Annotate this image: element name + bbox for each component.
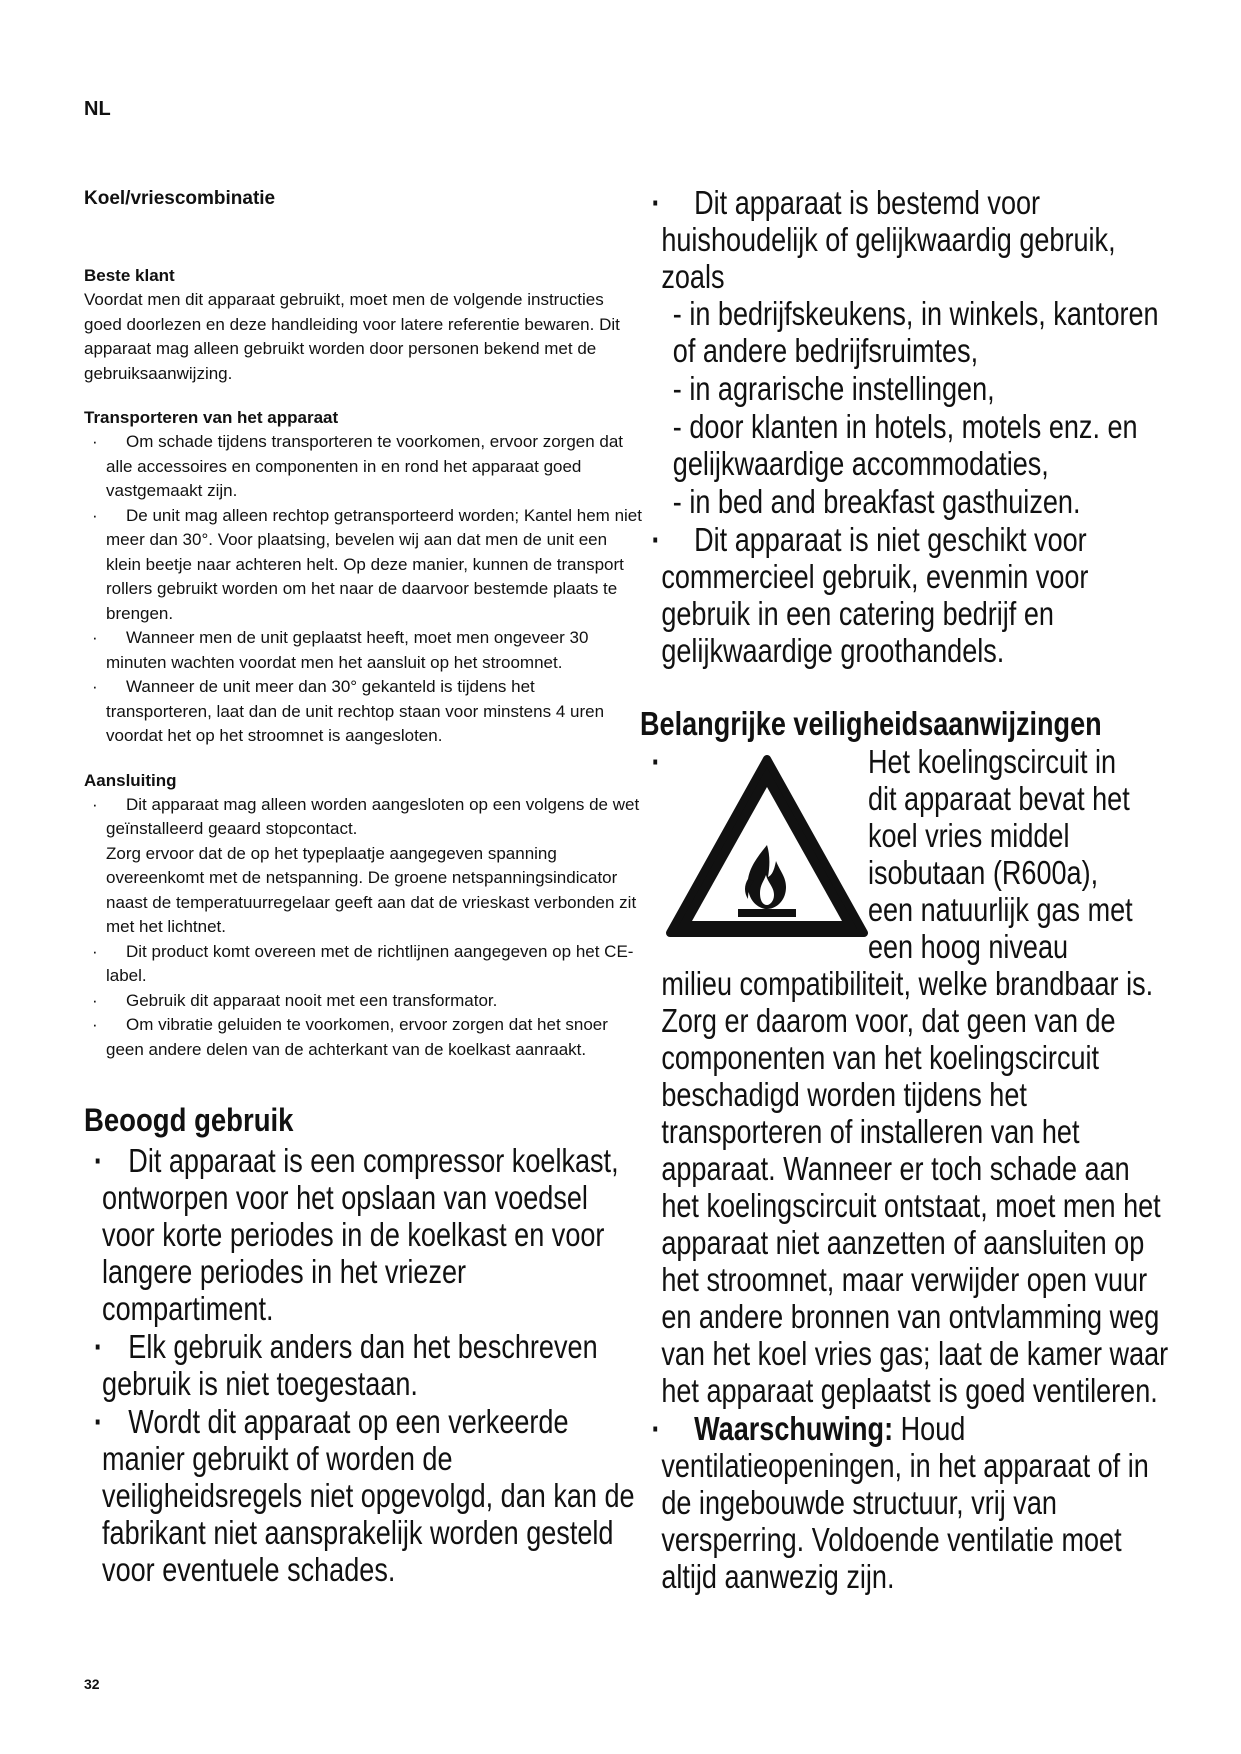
list-item-text: Om vibratie geluiden te voorkomen, ervoor zorgen dat het snoer geen andere delen van de achterkant van de koelkast aanraakt. xyxy=(106,1015,608,1059)
sub-list-item: - door klanten in hotels, motels enz. en gelijkwaardige accommodaties, xyxy=(672,408,1138,482)
bullet-list xyxy=(84,793,644,842)
bullet-icon: · xyxy=(92,794,98,814)
paragraph: milieu compatibiliteit, welke brandbaar is. Zorg er daarom voor, dat geen van de componenten van het koelingscircuit beschadigd worden tijdens het transporteren of installeren van het apparaat. Wanneer er toch schade aan het koelingscircuit ontstaat, moet men het apparaat niet aanzetten of aansluiten op het stroomnet, maar verwijder open vuur en andere bronnen van ontvlamming weg van het koel vries gas; laat de kamer waar het apparaat geplaatst is goed ventileren. xyxy=(661,965,1169,1409)
sub-list xyxy=(661,295,1170,520)
section-aansluiting xyxy=(84,769,644,1063)
paragraph: Voordat men dit apparaat gebruikt, moet men de volgende instructies goed doorlezen en deze handleiding voor latere referentie bewaren. Dit apparaat mag alleen gebruikt worden door personen bekend met de gebruiksaanwijzing. xyxy=(84,290,620,383)
text-line: dit apparaat bevat het xyxy=(867,780,1130,817)
warning-label: Waarschuwing: xyxy=(694,1410,894,1447)
list-item xyxy=(84,1328,644,1402)
list-item xyxy=(84,793,644,842)
list-item xyxy=(84,504,644,627)
section-heading-veiligheid: Belangrijke veiligheidsaanwijzingen xyxy=(640,705,1102,742)
list-item xyxy=(84,1013,644,1062)
list-item-text: Wordt dit apparaat op een verkeerde manier gebruikt of worden de veiligheidsregels niet opgevolgd, dan kan de fabrikant niet aansprakelijk worden gesteld voor eventuele schades. xyxy=(102,1403,635,1588)
bullet-icon: · xyxy=(93,1403,103,1440)
bullet-list xyxy=(84,940,644,1063)
paragraph: Zorg ervoor dat de op het typeplaatje aangegeven spanning overeenkomt met de netspanning. De groene netspanningsindicator naast de temperatuurregelaar geeft aan dat de vrieskast verbonden zit met het lichtnet. xyxy=(106,843,637,936)
bullet-list xyxy=(640,184,1170,669)
list-item-text: Dit apparaat is een compressor koelkast, ontworpen voor het opslaan van voedsel voor korte periodes in de koelkast en voor langere periodes in het vriezer compartiment. xyxy=(102,1142,619,1327)
section-heading: Beste klant xyxy=(84,266,175,285)
list-item-text: Elk gebruik anders dan het beschreven gebruik is niet toegestaan. xyxy=(102,1328,598,1402)
bullet-icon: · xyxy=(651,1410,661,1447)
language-code: NL xyxy=(84,98,111,120)
list-item xyxy=(84,675,644,749)
bullet-icon: · xyxy=(93,1328,103,1365)
text-line: isobutaan (R600a), xyxy=(867,854,1099,891)
list-item xyxy=(640,184,1170,520)
list-item xyxy=(84,1142,644,1327)
list-item-text: Dit apparaat is bestemd voor huishoudelijk of gelijkwaardig gebruik, zoals xyxy=(661,184,1116,295)
section-transport xyxy=(84,406,644,749)
section-heading-beoogd-gebruik: Beoogd gebruik xyxy=(84,1102,294,1138)
section-heading: Aansluiting xyxy=(84,770,177,790)
text-line: een hoog niveau xyxy=(867,928,1069,965)
list-item xyxy=(640,743,1170,1409)
list-item-text: De unit mag alleen rechtop getransporteerd worden; Kantel hem niet meer dan 30°. Voor plaatsing, bevelen wij aan dat men de unit een klein beetje naar achteren helt. Op deze manier, kunnen de transport rollers gebruikt worden om het naar de daarvoor bestemde plaats te brengen. xyxy=(106,505,642,623)
bullet-icon: · xyxy=(92,1015,98,1034)
bullet-list xyxy=(84,1142,644,1588)
list-item xyxy=(84,989,644,1014)
list-item xyxy=(84,430,644,504)
bullet-icon: · xyxy=(93,1142,103,1179)
section-beoogd-gebruik xyxy=(84,1142,644,1588)
list-item xyxy=(84,1403,644,1588)
list-item-text: Dit apparaat mag alleen worden aangesloten op een volgens de wet geïnstalleerd geaard stopcontact. xyxy=(106,794,640,838)
list-item xyxy=(84,940,644,989)
bullet-icon: · xyxy=(92,941,98,961)
condensed-text-block xyxy=(640,743,1170,1595)
bullet-icon: · xyxy=(92,990,98,1010)
list-item-text xyxy=(661,1410,1148,1595)
bullet-icon: · xyxy=(92,505,98,525)
sub-list-item: - in bed and breakfast gasthuizen. xyxy=(672,483,1081,520)
condensed-text-block xyxy=(640,184,1170,669)
section-bestemd-gebruik xyxy=(640,184,1170,669)
bullet-icon: · xyxy=(651,743,661,780)
sub-list-item: - in bedrijfskeukens, in winkels, kantoren of andere bedrijfsruimtes, xyxy=(672,295,1159,369)
left-column xyxy=(84,188,644,1589)
list-item xyxy=(640,521,1170,669)
list-item-text: Wanneer de unit meer dan 30° gekanteld is tijdens het transporteren, laat dan de unit rechtop staan voor minstens 4 uren voordat het op het stroomnet is aangesloten. xyxy=(106,677,605,745)
bullet-icon: · xyxy=(92,628,98,647)
text-line: koel vries middel xyxy=(867,817,1070,854)
right-column xyxy=(640,184,1170,1596)
section-beste-klant xyxy=(84,264,644,386)
warning-text: Houd ventilatieopeningen, in het apparaat of in de ingebouwde structuur, vrij van versperring. Voldoende ventilatie moet altijd aanwezig zijn. xyxy=(661,1410,1149,1595)
list-item-text: Dit apparaat is niet geschikt voor commercieel gebruik, evenmin voor gebruik in een catering bedrijf en gelijkwaardige groothandels. xyxy=(661,521,1089,669)
list-item xyxy=(640,1410,1170,1595)
section-veiligheid xyxy=(640,743,1170,1595)
bullet-icon: · xyxy=(651,521,661,558)
section-heading: Transporteren van het apparaat xyxy=(84,408,339,427)
list-item-text: Dit product komt overeen met de richtlijnen aangegeven op het CE-label. xyxy=(106,941,634,985)
bullet-icon: · xyxy=(92,677,98,696)
condensed-text-block xyxy=(84,1142,644,1588)
text-line: Het koelingscircuit in xyxy=(867,743,1117,780)
list-item-text: Wanneer men de unit geplaatst heeft, moet men ongeveer 30 minuten wachten voordat men het aansluit op het stroomnet. xyxy=(106,628,589,672)
document-title: Koel/vriescombinatie xyxy=(84,188,276,209)
page-number: 32 xyxy=(84,1676,100,1692)
warning-intro xyxy=(661,743,1170,965)
bullet-icon: · xyxy=(651,184,661,221)
bullet-icon: · xyxy=(92,432,98,451)
list-item xyxy=(84,626,644,675)
list-item-text: Om schade tijdens transporteren te voorkomen, ervoor zorgen dat alle accessoires en componenten in en rond het apparaat goed vastgemaakt zijn. xyxy=(106,432,624,500)
text-line: een natuurlijk gas met xyxy=(867,891,1133,928)
list-item-text: Gebruik dit apparaat nooit met een transformator. xyxy=(126,990,498,1010)
bullet-list xyxy=(84,430,644,749)
bullet-list xyxy=(640,743,1170,1595)
sub-list-item: - in agrarische instellingen, xyxy=(672,370,995,407)
